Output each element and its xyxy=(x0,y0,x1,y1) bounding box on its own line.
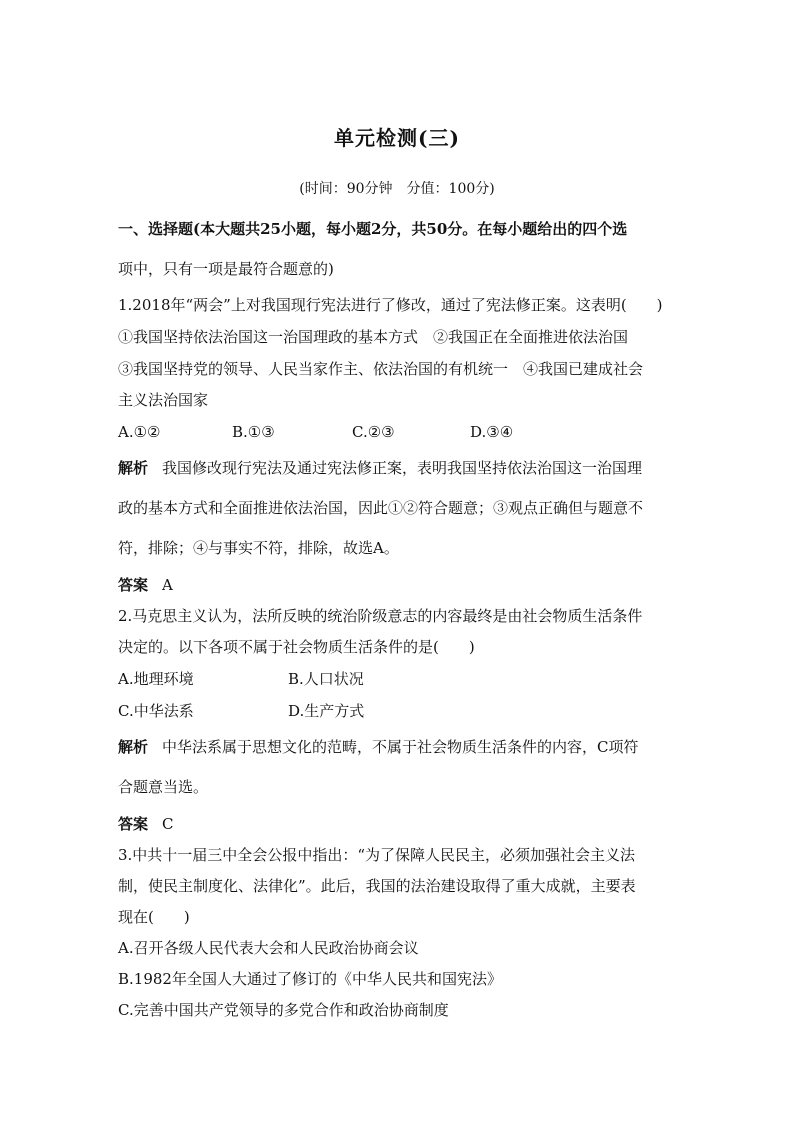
q1-analysis-line-1 xyxy=(118,458,680,478)
q1-option-d: D.③④ xyxy=(470,423,514,441)
q3-stem-line-3: 现在( ) xyxy=(118,908,190,926)
q2-answer-value: C xyxy=(162,815,174,833)
q2-option-c: C.中华法系 xyxy=(118,702,194,720)
q2-answer-line xyxy=(118,814,680,834)
q2-stem-line-1: 2.马克思主义认为，法所反映的统治阶级意志的内容最终是由社会物质生活条件 xyxy=(118,607,643,625)
q1-stem-line-3: ③我国坚持党的领导、人民当家作主、依法治国的有机统一 ④我国已建成社会 xyxy=(118,360,644,378)
q1-option-b: B.①③ xyxy=(232,423,275,441)
q1-analysis-line-3: 符，排除；④与事实不符，排除，故选A。 xyxy=(118,539,399,557)
q1-answer-line xyxy=(118,575,680,595)
exam-info: (时间：90分钟 分值：100分) xyxy=(299,181,495,197)
q2-analysis-line-1 xyxy=(118,737,680,757)
q1-option-a: A.①② xyxy=(118,423,161,441)
q1-analysis-line-2: 政的基本方式和全面推进依法治国，因此①②符合题意；③观点正确但与题意不 xyxy=(118,499,644,517)
q2-option-a: A.地理环境 xyxy=(118,670,194,688)
q1-analysis-text-1: 我国修改现行宪法及通过宪法修正案，表明我国坚持依法治国这一治国理 xyxy=(162,459,643,477)
q2-answer-label: 答案 xyxy=(118,815,149,833)
q3-stem-line-2: 制，使民主制度化、法律化”。此后，我国的法治建设取得了重大成就，主要表 xyxy=(118,877,636,895)
q1-stem-line-1: 1.2018年“两会”上对我国现行宪法进行了修改，通过了宪法修正案。这表明( ) xyxy=(118,296,663,314)
q1-answer-label: 答案 xyxy=(118,576,149,594)
q1-option-c: C.②③ xyxy=(352,423,395,441)
q1-analysis-label: 解析 xyxy=(118,459,149,477)
section-heading-line-1: 一、选择题(本大题共25小题，每小题2分，共50分。在每小题给出的四个选 xyxy=(118,220,628,238)
q3-stem-line-1: 3.中共十一届三中全会公报中指出：“为了保障人民民主，必须加强社会主义法 xyxy=(118,846,635,864)
q2-analysis-text-1: 中华法系属于思想文化的范畴，不属于社会物质生活条件的内容，C项符 xyxy=(162,738,639,756)
q2-option-d: D.生产方式 xyxy=(288,702,365,720)
section-heading-line-2: 项中，只有一项是最符合题意的) xyxy=(118,260,334,278)
q1-stem-line-2: ①我国坚持依法治国这一治国理政的基本方式 ②我国正在全面推进依法治国 xyxy=(118,328,629,346)
q2-analysis-line-2: 合题意当选。 xyxy=(118,778,209,796)
q2-stem-line-2: 决定的。以下各项不属于社会物质生活条件的是( ) xyxy=(118,638,475,656)
q3-option-c: C.完善中国共产党领导的多党合作和政治协商制度 xyxy=(118,1001,449,1019)
q3-option-a: A.召开各级人民代表大会和人民政治协商会议 xyxy=(118,939,419,957)
q1-answer-value: A xyxy=(162,576,173,594)
page-title: 单元检测(三) xyxy=(334,126,460,150)
q2-analysis-label: 解析 xyxy=(118,738,149,756)
q1-stem-line-4: 主义法治国家 xyxy=(118,391,209,409)
q3-option-b: B.1982年全国人大通过了修订的《中华人民共和国宪法》 xyxy=(118,970,502,988)
q2-option-b: B.人口状况 xyxy=(288,670,364,688)
